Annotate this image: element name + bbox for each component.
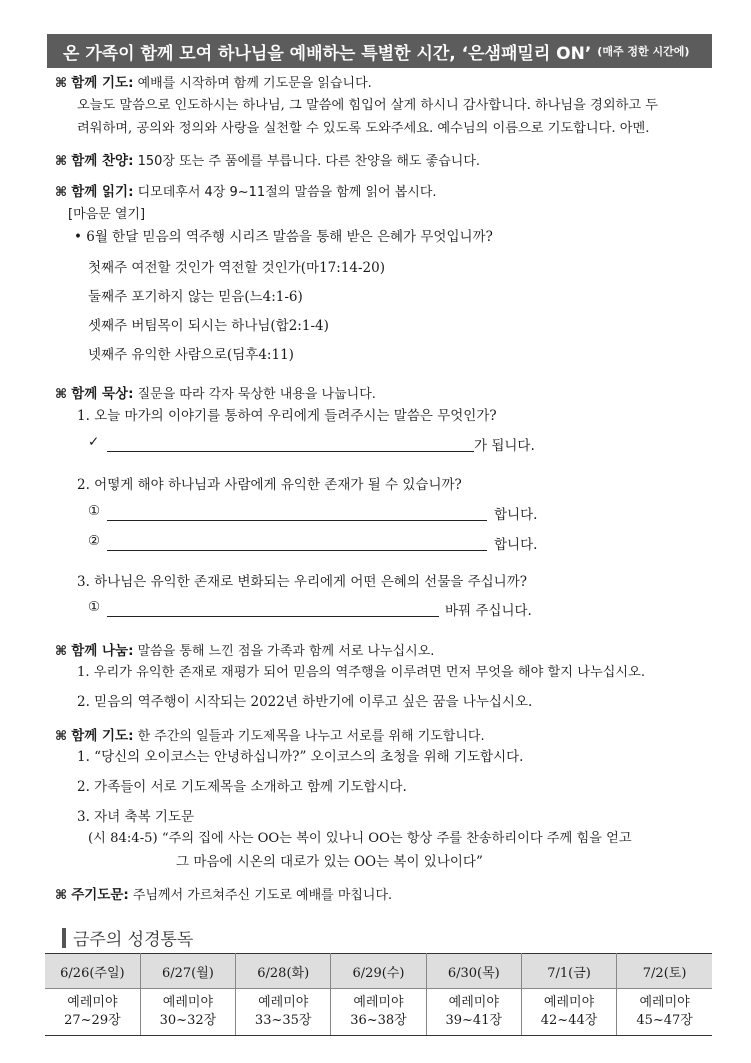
date-cell: 6/28(화) [236, 954, 331, 989]
blessing-line2: 그 마음에 시온의 대로가 있는 OO는 복이 있나이다” [176, 854, 483, 870]
command-icon: ⌘ [55, 185, 68, 200]
answer-blank[interactable] [107, 520, 487, 521]
prayer2-item: 3. 자녀 축복 기도문 [77, 809, 195, 825]
chapter-range: 27~29장 [64, 1013, 121, 1028]
reading-cell [236, 989, 331, 1036]
meditation-q2: 2. 어떻게 해야 하나님과 사람에게 유익한 존재가 될 수 있습니까? [77, 477, 462, 493]
prayer2-item: 1. “당신의 오이코스는 안녕하십니까?” 오이코스의 초청을 위해 기도합시다. [77, 749, 524, 765]
bible-reading-table [45, 953, 712, 1036]
prayer-text-line1: 오늘도 말씀으로 인도하시는 하나님, 그 말씀에 힘입어 살게 하시니 감사합니다. 하나님을 경외하고 두 [77, 98, 658, 113]
book-name: 예레미야 [543, 995, 595, 1010]
section-sharing [55, 639, 434, 659]
sharing-item: 1. 우리가 유익한 존재로 재평가 되어 믿음의 역주행을 이루려면 먼저 무엇을 해야 할지 나누십시오. [77, 665, 646, 680]
banner-title: 온 가족이 함께 모여 하나님을 예배하는 특별한 시간, ‘은샘패밀리 ON’ [63, 43, 592, 64]
date-cell: 6/26(주일) [45, 954, 140, 989]
book-name: 예레미야 [353, 995, 404, 1010]
book-name: 예레미야 [67, 995, 118, 1010]
week-item: 첫째주 여전할 것인가 역전할 것인가(마17:14-20) [88, 260, 385, 276]
prayer-text-line2: 려워하며, 공의와 정의와 사랑을 실천할 수 있도록 도와주세요. 예수님의 이름으로 기도합니다. 아멘. [77, 121, 650, 136]
command-icon: ⌘ [55, 76, 68, 91]
bible-reading-title-text: 금주의 성경통독 [73, 930, 194, 950]
command-icon: ⌘ [55, 888, 68, 903]
banner-subtitle: (매주 정한 시간에) [597, 45, 690, 58]
section-hymn [55, 149, 480, 169]
reading-cell [617, 989, 712, 1036]
reading-cell [426, 989, 521, 1036]
table-header-row [45, 954, 712, 989]
answer-blank[interactable] [107, 616, 439, 617]
date-cell: 6/29(수) [331, 954, 426, 989]
section-heading: 함께 나눔: [71, 643, 134, 659]
week-item: 넷째주 유익한 사람으로(딤후4:11) [88, 347, 294, 363]
week-item: 둘째주 포기하지 않는 믿음(느4:1-6) [88, 289, 303, 305]
date-cell: 6/30(목) [426, 954, 521, 989]
answer-blank[interactable] [107, 451, 474, 452]
section-heading: 함께 찬양: [71, 153, 134, 169]
question-text: 6월 한달 믿음의 역주행 시리즈 말씀을 통해 받은 은혜가 무엇입니까? [86, 229, 493, 245]
week-item: 셋째주 버팀목이 되시는 하나님(합2:1-4) [88, 318, 329, 334]
opener-label: [마음문 열기] [68, 207, 146, 222]
section-desc: 질문을 따라 각자 묵상한 내용을 나눕니다. [137, 387, 376, 402]
section-heading: 함께 읽기: [71, 184, 134, 200]
command-icon: ⌘ [55, 387, 68, 402]
header-banner [47, 34, 712, 68]
chapter-range: 33~35장 [254, 1013, 312, 1028]
meditation-q3: 3. 하나님은 유익한 존재로 변화되는 우리에게 어떤 은혜의 선물을 주십니까? [77, 574, 527, 590]
reading-cell [140, 989, 235, 1036]
section-heading: 함께 기도: [71, 728, 134, 744]
check-icon: ✓ [88, 434, 100, 450]
chapter-range: 42~44장 [540, 1013, 598, 1028]
table-row [45, 989, 712, 1036]
answer-suffix: 가 됩니다. [474, 438, 535, 454]
sharing-item: 2. 믿음의 역주행이 시작되는 2022년 하반기에 이루고 싶은 꿈을 나누십시오. [77, 694, 533, 710]
section-desc: 한 주간의 일들과 기도제목을 나누고 서로를 위해 기도합니다. [137, 729, 485, 744]
section-desc: 150장 또는 주 품에를 부릅니다. 다른 찬양을 해도 좋습니다. [137, 154, 481, 169]
title-bar-icon [62, 928, 66, 948]
chapter-range: 39~41장 [445, 1013, 503, 1028]
book-name: 예레미야 [258, 995, 309, 1010]
blessing-line1: (시 84:4-5) “주의 집에 사는 OO는 복이 있나니 OO는 항상 주를 찬송하리이다 주께 힘을 얻고 [88, 831, 632, 846]
section-heading: 함께 기도: [71, 75, 134, 91]
chapter-range: 30~32장 [159, 1013, 217, 1028]
section-heading: 함께 묵상: [71, 386, 134, 402]
date-cell: 7/1(금) [521, 954, 616, 989]
circled-one-icon: ① [88, 503, 101, 519]
section-desc: 예배를 시작하며 함께 기도문을 읽습니다. [137, 76, 372, 91]
answer-suffix: 바꿔 주십니다. [445, 603, 532, 619]
circled-two-icon: ② [88, 533, 101, 549]
section-reading [55, 180, 437, 200]
chapter-range: 36~38장 [350, 1013, 407, 1028]
command-icon: ⌘ [55, 644, 68, 659]
section-prayer2 [55, 724, 485, 744]
section-desc: 디모데후서 4장 9~11절의 말씀을 함께 읽어 봅시다. [137, 185, 437, 200]
date-cell: 6/27(월) [140, 954, 235, 989]
answer-suffix: 합니다. [494, 507, 538, 523]
bible-reading-title [62, 925, 193, 950]
meditation-q1: 1. 오늘 마가의 이야기를 통하여 우리에게 들려주시는 말씀은 무엇인가? [77, 408, 497, 424]
circled-one-icon: ① [88, 599, 101, 615]
book-name: 예레미야 [162, 995, 214, 1010]
command-icon: ⌘ [55, 729, 68, 744]
book-name: 예레미야 [448, 995, 499, 1010]
command-icon: ⌘ [55, 154, 68, 169]
answer-blank[interactable] [107, 550, 487, 551]
chapter-range: 45~47장 [636, 1013, 693, 1028]
section-heading: 주기도문: [71, 887, 129, 903]
reading-cell [331, 989, 426, 1036]
section-desc: 주님께서 가르쳐주신 기도로 예배를 마칩니다. [132, 888, 393, 903]
reading-cell [45, 989, 140, 1036]
opener-question [74, 225, 493, 245]
reading-cell [521, 989, 616, 1036]
bullet-icon: • [74, 229, 82, 245]
prayer2-item: 2. 가족들이 서로 기도제목을 소개하고 함께 기도합시다. [77, 779, 407, 795]
section-lords-prayer [55, 883, 392, 903]
section-desc: 말씀을 통해 느낀 점을 가족과 함께 서로 나누십시오. [137, 644, 435, 659]
date-cell: 7/2(토) [617, 954, 712, 989]
answer-suffix: 합니다. [494, 537, 538, 553]
section-prayer [55, 71, 372, 91]
book-name: 예레미야 [639, 995, 690, 1010]
section-meditation [55, 382, 376, 402]
